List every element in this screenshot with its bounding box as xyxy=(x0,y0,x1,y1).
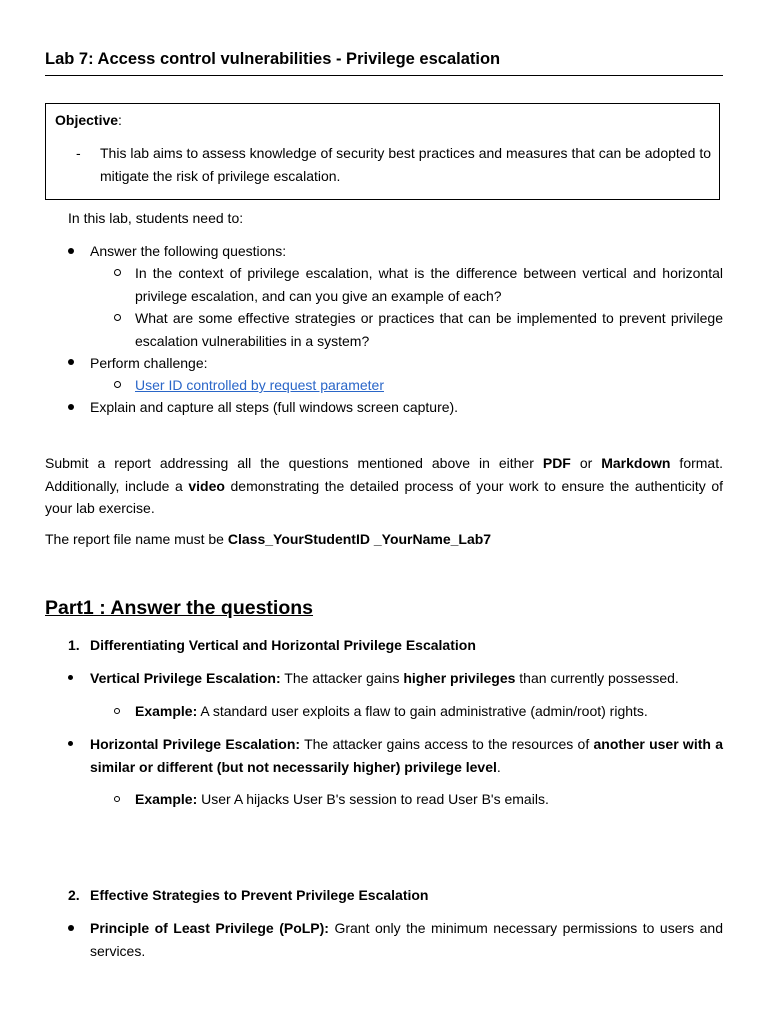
polp-item: Principle of Least Privilege (PoLP): Grant only the minimum necessary permissions to users and services. xyxy=(90,920,723,959)
title-underline xyxy=(45,75,723,76)
circle-bullet-icon xyxy=(114,708,120,714)
bullet-icon xyxy=(68,925,74,931)
circle-bullet-icon xyxy=(114,796,120,802)
bullet-icon xyxy=(68,359,74,365)
vertical-escalation: Vertical Privilege Escalation: The attacker gains higher privileges than currently possessed. xyxy=(90,670,679,686)
bullet-icon xyxy=(68,741,73,746)
part1-heading: Part1 : Answer the questions xyxy=(45,597,314,619)
task-answer: Answer the following questions: xyxy=(90,243,287,259)
filename-line: The report file name must be Class_YourStudentID _YourName_Lab7 xyxy=(45,531,492,547)
challenge-link[interactable]: User ID controlled by request parameter xyxy=(135,377,384,393)
bullet-icon xyxy=(68,404,74,410)
task-perform: Perform challenge: xyxy=(90,355,208,371)
horizontal-escalation: Horizontal Privilege Escalation: The attacker gains access to the resources of another user with a similar or different (but not necessarily higher) privilege level. xyxy=(90,736,723,775)
objective-label: Objective: xyxy=(55,112,122,128)
objective-box xyxy=(45,103,720,200)
section-1-number: 1. xyxy=(68,637,80,653)
task-explain: Explain and capture all steps (full windows screen capture). xyxy=(90,399,459,415)
section-2-heading: Effective Strategies to Prevent Privilege Escalation xyxy=(90,887,429,903)
objective-text: This lab aims to assess knowledge of security best practices and measures that can be adopted to mitigate the risk of privilege escalation. xyxy=(100,145,711,184)
submit-paragraph: Submit a report addressing all the questions mentioned above in either PDF or Markdown format. Additionally, include a video demonstrating the detailed process of your work to ensure the authenticity of your lab exercise. xyxy=(45,455,723,516)
horizontal-example: Example: User A hijacks User B's session to read User B's emails. xyxy=(135,791,549,807)
bullet-icon xyxy=(68,248,74,254)
circle-bullet-icon xyxy=(114,269,121,276)
bullet-icon xyxy=(68,675,73,680)
circle-bullet-icon xyxy=(114,314,121,321)
circle-bullet-icon xyxy=(114,381,121,388)
question-2: What are some effective strategies or practices that can be implemented to prevent privilege escalation vulnerabilities in a system? xyxy=(135,310,723,349)
question-1: In the context of privilege escalation, what is the difference between vertical and horizontal privilege escalation, and can you give an example of each? xyxy=(135,265,723,304)
objective-dash: - xyxy=(76,145,81,161)
section-2-number: 2. xyxy=(68,887,80,903)
vertical-example: Example: A standard user exploits a flaw to gain administrative (admin/root) rights. xyxy=(135,703,648,719)
section-1-heading: Differentiating Vertical and Horizontal Privilege Escalation xyxy=(90,637,476,653)
intro-text: In this lab, students need to: xyxy=(68,210,244,226)
page-title: Lab 7: Access control vulnerabilities - Privilege escalation xyxy=(45,50,501,68)
